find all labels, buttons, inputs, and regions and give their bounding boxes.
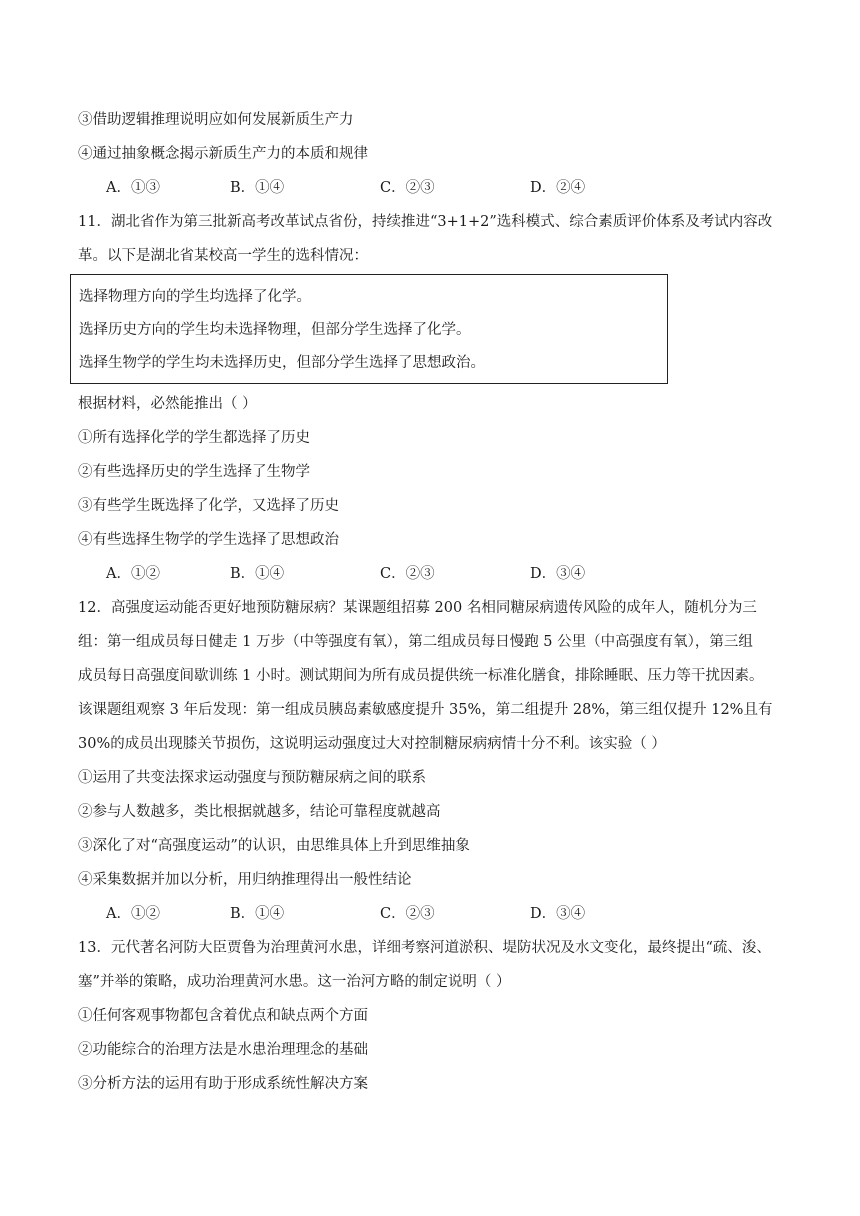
q13-stem-line-1: 13．元代著名河防大臣贾鲁为治理黄河水患，详细考察河道淤积、堤防状况及水文变化，最终提出“疏、浚、: [78, 940, 771, 956]
q13-stem-line-2: 塞”并举的策略，成功治理黄河水患。这一治河方略的制定说明（ ）: [78, 974, 511, 990]
option-b: B．①④: [230, 906, 285, 922]
q12-stem-line-3: 成员每日高强度间歇训练 1 小时。测试期间为所有成员提供统一标准化膳食，排除睡眠、压力等干扰因素。: [78, 668, 764, 684]
q11-material-box: [70, 274, 668, 384]
option-a: A．①③: [106, 180, 160, 196]
material-line-2: 选择历史方向的学生均未选择物理，但部分学生选择了化学。: [79, 322, 471, 338]
q11-stem-line-2: 革。以下是湖北省某校高一学生的选科情况：: [78, 248, 368, 264]
option-a: A．①②: [106, 566, 160, 582]
option-d: D．③④: [530, 566, 586, 582]
q11-statement-2: ②有些选择历史的学生选择了生物学: [78, 464, 310, 480]
option-c: C．②③: [380, 906, 435, 922]
option-c: C．②③: [380, 566, 435, 582]
q12-stem-line-4: 该课题组观察 3 年后发现：第一组成员胰岛素敏感度提升 35%，第二组提升 28%，第三组仅提升 12%且有: [78, 702, 773, 718]
q13-statement-2: ②功能综合的治理方法是水患治理理念的基础: [78, 1042, 368, 1058]
q12-stem-line-1: 12．高强度运动能否更好地预防糖尿病？某课题组招募 200 名相同糖尿病遗传风险的成年人，随机分为三: [78, 600, 757, 616]
option-d: D．②④: [530, 180, 586, 196]
q11-stem-line-1: 11．湖北省作为第三批新高考改革试点省份，持续推进“3+1+2”选科模式、综合素质评价体系及考试内容改: [78, 214, 773, 230]
option-a: A．①②: [106, 906, 160, 922]
option-c: C．②③: [380, 180, 435, 196]
q12-stem-line-2: 组：第一组成员每日健走 1 万步（中等强度有氧），第二组成员每日慢跑 5 公里（中高强度有氧），第三组: [78, 634, 753, 650]
option-d: D．③④: [530, 906, 586, 922]
q11-statement-4: ④有些选择生物学的学生选择了思想政治: [78, 532, 339, 548]
option-b: B．①④: [230, 566, 285, 582]
q12-statement-3: ③深化了对“高强度运动”的认识，由思维具体上升到思维抽象: [78, 838, 470, 854]
q12-statement-4: ④采集数据并加以分析，用归纳推理得出一般性结论: [78, 872, 412, 888]
q10-statement-4: ④通过抽象概念揭示新质生产力的本质和规律: [78, 146, 368, 162]
q11-statement-1: ①所有选择化学的学生都选择了历史: [78, 430, 310, 446]
q11-prompt: 根据材料，必然能推出（ ）: [78, 396, 257, 412]
q12-statement-1: ①运用了共变法探求运动强度与预防糖尿病之间的联系: [78, 770, 426, 786]
q12-stem-line-5: 30%的成员出现膝关节损伤，这说明运动强度过大对控制糖尿病病情十分不利。该实验（ ）: [78, 736, 666, 752]
q13-statement-3: ③分析方法的运用有助于形成系统性解决方案: [78, 1076, 368, 1092]
material-line-1: 选择物理方向的学生均选择了化学。: [79, 289, 311, 305]
material-line-3: 选择生物学的学生均未选择历史，但部分学生选择了思想政治。: [79, 355, 485, 371]
q10-statement-3: ③借助逻辑推理说明应如何发展新质生产力: [78, 112, 354, 128]
q12-statement-2: ②参与人数越多，类比根据就越多，结论可靠程度就越高: [78, 804, 441, 820]
q11-statement-3: ③有些学生既选择了化学，又选择了历史: [78, 498, 339, 514]
option-b: B．①④: [230, 180, 285, 196]
q13-statement-1: ①任何客观事物都包含着优点和缺点两个方面: [78, 1008, 368, 1024]
